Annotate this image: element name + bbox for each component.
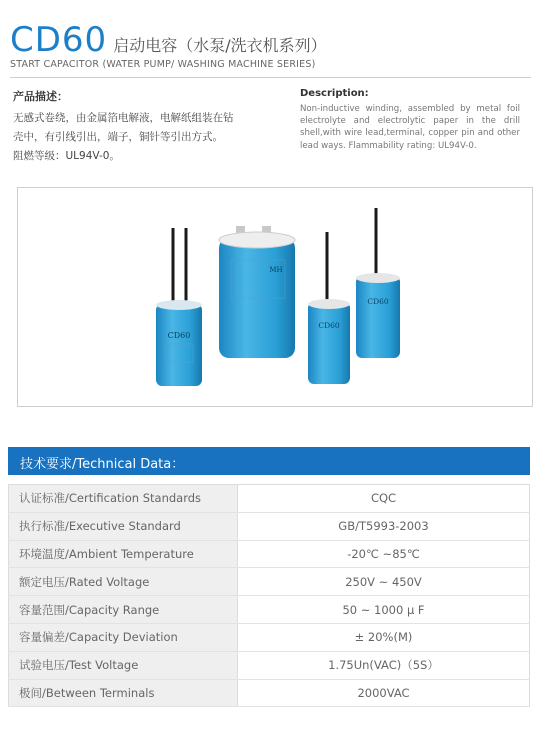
capacitor-small-middle (308, 232, 350, 384)
spec-value: 2000VAC (238, 679, 530, 707)
series-subtitle-en: START CAPACITOR (WATER PUMP/ WASHING MACHINE SERIES) (10, 59, 316, 70)
spec-label: 环境温度/Ambient Temperature (9, 540, 238, 568)
cap-label-right: CD60 (367, 297, 389, 306)
description-en (300, 88, 520, 152)
cap-label-left: CD60 (167, 331, 191, 340)
description-cn-line: 无感式卷绕，由金属箔电解液，电解纸组装在钻 (13, 112, 234, 124)
table-row (9, 623, 530, 651)
description-en-text: Non-inductive winding, assembled by metal foil electrolyte and electrolytic paper in the drill shell,with wire lead,terminal, copper pin and other lead ways. Flammability rating: UL94V-0. (300, 104, 520, 151)
table-row (9, 568, 530, 596)
table-row (9, 512, 530, 540)
table-row (9, 651, 530, 679)
page-header (10, 20, 327, 60)
spec-label: 额定电压/Rated Voltage (9, 568, 238, 596)
spec-value: GB/T5993-2003 (238, 512, 530, 540)
spec-value: 50 ~ 1000 μ F (238, 596, 530, 624)
spec-value: -20℃ ~85℃ (238, 540, 530, 568)
capacitor-small-left (156, 228, 202, 386)
capacitor-small-right (356, 208, 400, 358)
table-row (9, 596, 530, 624)
spec-label: 试验电压/Test Voltage (9, 651, 238, 679)
spec-label: 容量偏差/Capacity Deviation (9, 623, 238, 651)
technical-data-table (8, 484, 530, 707)
technical-data-header (8, 447, 530, 475)
cap-label-middle: CD60 (318, 321, 340, 330)
spec-label: 认证标准/Certification Standards (9, 485, 238, 513)
capacitor-illustration (18, 188, 532, 406)
spec-label: 极间/Between Terminals (9, 679, 238, 707)
series-title-cn: 启动电容（水泵/洗衣机系列） (113, 36, 327, 55)
description-cn-line: 阻燃等级：UL94V-0。 (13, 150, 120, 162)
spec-value: 250V ~ 450V (238, 568, 530, 596)
model-name: CD60 (10, 20, 108, 60)
technical-data-title: 技术要求/Technical Data： (20, 457, 185, 472)
header-divider (10, 77, 531, 78)
table-row (9, 540, 530, 568)
spec-label: 容量范围/Capacity Range (9, 596, 238, 624)
spec-value: ± 20%(M) (238, 623, 530, 651)
spec-label: 执行标准/Executive Standard (9, 512, 238, 540)
table-row (9, 679, 530, 707)
description-cn (13, 88, 283, 166)
product-photo (17, 187, 533, 407)
cap-label-large: MH (269, 266, 283, 274)
description-cn-line: 壳中，有引线引出，端子，铜针等引出方式。 (13, 131, 223, 143)
table-row (9, 485, 530, 513)
capacitor-large (219, 226, 295, 358)
spec-value: 1.75Un(VAC)（5S） (238, 651, 530, 679)
description-cn-heading: 产品描述： (13, 90, 68, 103)
spec-value: CQC (238, 485, 530, 513)
description-en-heading: Description: (300, 88, 369, 99)
